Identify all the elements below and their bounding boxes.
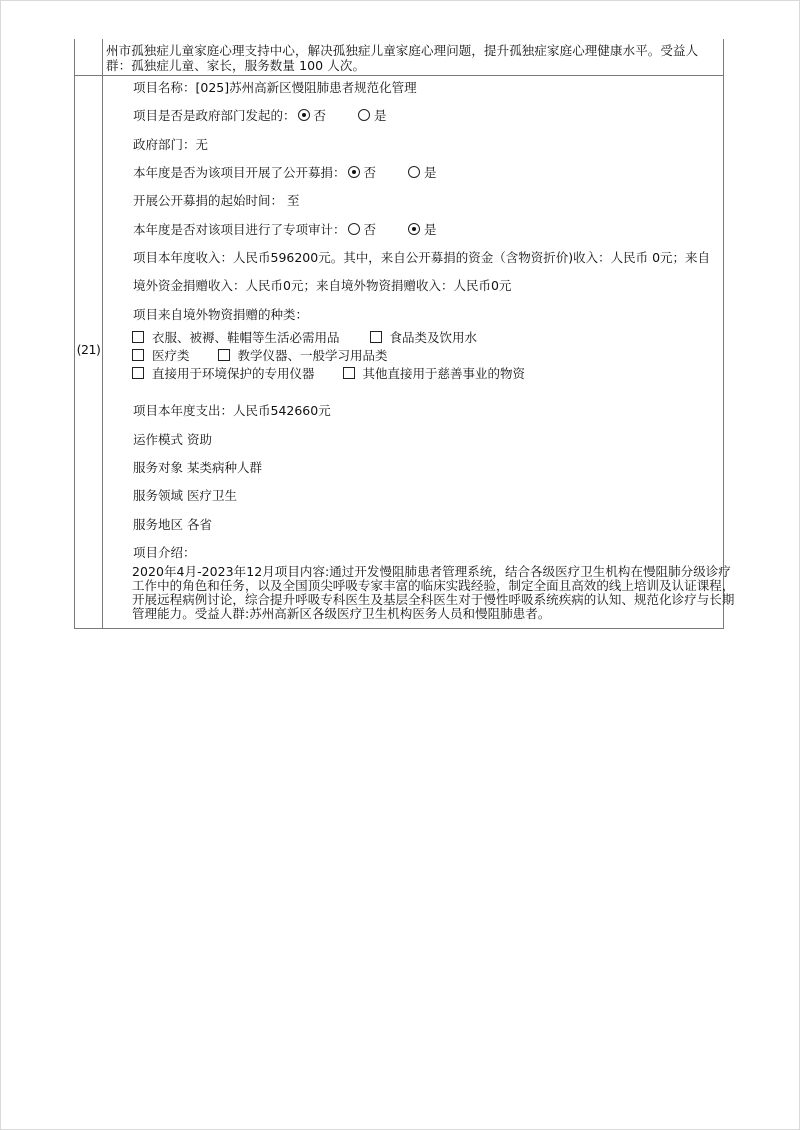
goods-type-medical[interactable]: 医疗类 — [132, 348, 190, 363]
checkbox-unchecked-icon — [132, 331, 144, 343]
checkbox-unchecked-icon — [218, 349, 230, 361]
previous-row-continuation — [75, 39, 723, 76]
intro-text: 2020年4月-2023年12月项目内容:通过开发慢阻肺患者管理系统，结合各级医疗卫生机构在慢阻肺分级诊疗工作中的角色和任务，以及全国顶尖呼吸专家丰富的临床实践经验，制定全面且高效的线上培训及认证课程，开展远程病例讨论，综合提升呼吸专科医生及基层全科医生对于慢性呼吸系统疾病的认知、规范化诊疗与长期管理能力。受益人群:苏州高新区各级医疗卫生机构医务人员和慢阻肺患者。 — [132, 564, 735, 621]
operation-mode: 运作模式 资助 — [133, 432, 212, 447]
radio-unchecked-icon — [348, 223, 360, 235]
checkbox-unchecked-icon — [132, 349, 144, 361]
foreign-goods-title: 项目来自境外物资捐赠的种类： — [133, 307, 309, 322]
goods-type-teaching[interactable]: 教学仪器、一般学习用品类 — [218, 348, 388, 363]
goods-type-environmental[interactable]: 直接用于环境保护的专用仪器 — [132, 366, 315, 381]
radio-unchecked-icon — [358, 109, 370, 121]
gov-initiated-option-yes[interactable]: 是 — [356, 108, 387, 124]
goods-type-other-charity[interactable]: 其他直接用于慈善事业的物资 — [343, 366, 526, 381]
goods-type-daily-necessities[interactable]: 衣服、被褥、鞋帽等生活必需用品 — [132, 330, 340, 345]
public-fundraising-option-yes[interactable]: 是 — [406, 165, 437, 181]
project-name: 项目名称：[025]苏州高新区慢阻肺患者规范化管理 — [133, 80, 417, 95]
project-row — [75, 76, 735, 629]
income-line-2: 境外资金捐赠收入：人民币0元；来自境外物资捐赠收入：人民币0元 — [133, 278, 512, 293]
special-audit-option-yes[interactable]: 是 — [406, 222, 437, 238]
goods-types-line-3 — [132, 366, 525, 382]
service-target: 服务对象 某类病种人群 — [133, 460, 262, 475]
row-number: (21) — [76, 342, 101, 357]
checkbox-unchecked-icon — [343, 367, 355, 379]
gov-initiated-option-no[interactable]: 否 — [296, 108, 327, 124]
special-audit-field: 本年度是否对该项目进行了专项审计： 否 是 — [133, 222, 437, 237]
project-table — [74, 39, 735, 629]
special-audit-option-no[interactable]: 否 — [346, 222, 377, 238]
radio-checked-icon — [298, 109, 310, 121]
project-expense: 项目本年度支出：人民币542660元 — [133, 403, 331, 418]
goods-types-line-2 — [132, 348, 388, 364]
income-line-1: 项目本年度收入：人民币596200元。其中，来自公开募捐的资金（含物资折价)收入：人民币 0元；来自 — [133, 250, 711, 265]
intro-label: 项目介绍： — [133, 545, 196, 560]
goods-types-line-1 — [132, 330, 477, 346]
radio-checked-icon — [348, 166, 360, 178]
radio-unchecked-icon — [408, 166, 420, 178]
checkbox-unchecked-icon — [370, 331, 382, 343]
gov-department: 政府部门：无 — [133, 137, 209, 152]
checkbox-unchecked-icon — [132, 367, 144, 379]
fundraising-start-time: 开展公开募捐的起始时间： 至 — [133, 193, 300, 208]
public-fundraising-option-no[interactable]: 否 — [346, 165, 377, 181]
public-fundraising-field: 本年度是否为该项目开展了公开募捐： 否 是 — [133, 165, 437, 180]
continuation-text: 州市孤独症儿童家庭心理支持中心，解决孤独症儿童家庭心理问题，提升孤独症家庭心理健康水平。受益人群：孤独症儿童、家长，服务数量 100 人次。 — [106, 43, 699, 73]
project-details — [103, 76, 735, 628]
service-field: 服务领域 医疗卫生 — [133, 488, 237, 503]
gov-initiated-field: 项目是否是政府部门发起的： 否 是 — [133, 108, 387, 123]
radio-checked-icon — [408, 223, 420, 235]
service-area: 服务地区 各省 — [133, 517, 212, 532]
goods-type-food-water[interactable]: 食品类及饮用水 — [370, 330, 478, 345]
